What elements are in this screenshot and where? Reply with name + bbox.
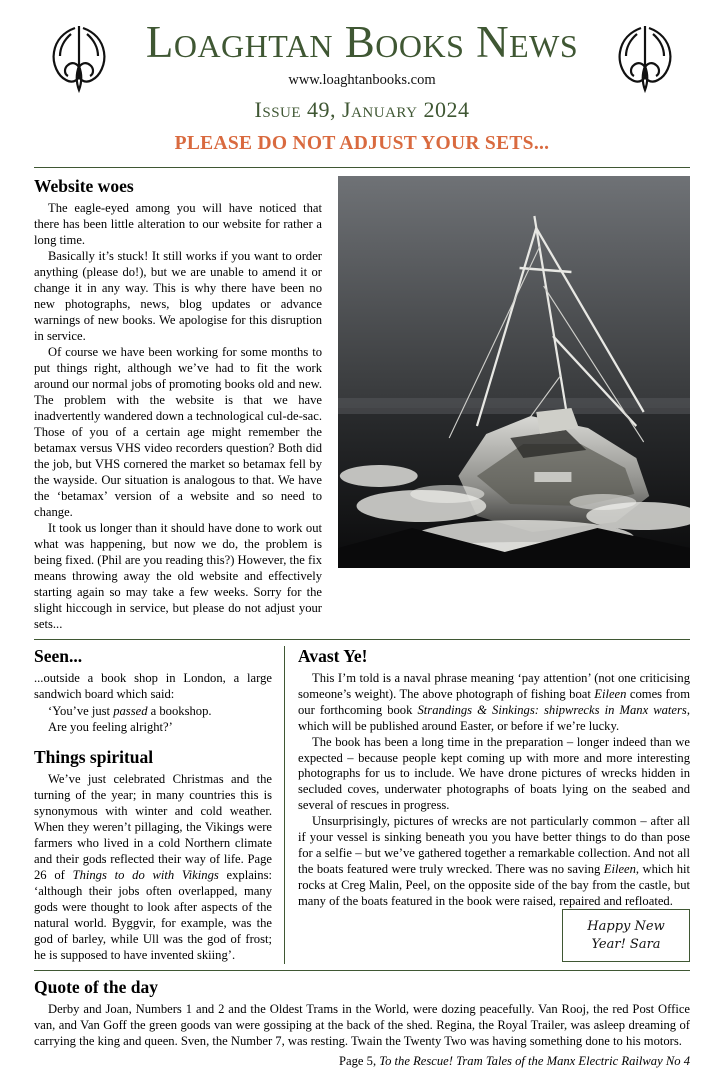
website-woes-article <box>34 176 322 633</box>
masthead-divider <box>34 167 690 168</box>
avast-ye-p1: This I’m told is a naval phrase meaning ‘pay attention’ (not one criticising someone’s weight). The above photograph of fishing boat Eileen comes from our forthcoming book Strandings & Sinkings: shipwrecks in Manx waters, which will be published around Easter, or before if we’re lucky. <box>298 670 690 733</box>
things-spiritual-heading: Things spiritual <box>34 747 154 768</box>
seen-p1: ...outside a book shop in London, a large sandwich board which said: <box>34 670 272 701</box>
seen-heading: Seen... <box>34 645 83 666</box>
ram-horns-icon <box>42 20 116 96</box>
photo-column <box>338 176 690 633</box>
bottom-divider <box>34 970 690 971</box>
website-woes-p2: Basically it’s stuck! It still works if you want to order anything (please do!), but we are unable to amend it or change it in any way. This is why there have been no new photographs, news, blog updates or advance warnings of new books. We apologise for this disruption in service. <box>34 248 322 343</box>
issue-line: Issue 49, January 2024 <box>254 97 470 122</box>
top-section <box>34 176 690 633</box>
signature-line-1: Happy New <box>587 918 665 934</box>
signature-box <box>562 909 690 962</box>
quote-of-the-day-section <box>34 977 690 1069</box>
fishing-boat-wreck-photo <box>338 176 690 568</box>
website-url[interactable]: www.loaghtanbooks.com <box>288 72 436 88</box>
strapline: PLEASE DO NOT ADJUST YOUR SETS... <box>174 133 550 154</box>
website-woes-p4: It took us longer than it should have done to work out what was happening, but now we do, the problem is being fixed. (Phil are you reading this?) However, the fix means throwing away the old website and effectively starting again so may take a few weeks. Sorry for the slight hiccough in service, but please do not adjust your sets... <box>34 520 323 631</box>
mid-divider-top <box>34 639 690 640</box>
avast-ye-heading: Avast Ye! <box>298 645 368 666</box>
ram-horns-icon <box>608 20 682 96</box>
seen-quote-line-1: ‘You’ve just passed a bookshop. <box>48 703 212 718</box>
quote-reference-page: Page 5, <box>339 1054 377 1069</box>
website-woes-heading: Website woes <box>34 176 134 196</box>
masthead <box>34 14 690 161</box>
quote-of-the-day-heading: Quote of the day <box>34 977 158 998</box>
page-title: Loaghtan Books News <box>145 17 579 67</box>
quote-reference-title: To the Rescue! Tram Tales of the Manx Electric Railway No 4 <box>379 1054 690 1069</box>
website-woes-p3: Of course we have been working for some months to put things right, although we’ve had to fit the work around our normal jobs of promoting books old and new. The problem with the website is that we have inadvertently wandered down a technological cul-de-sac. Those of you of a certain age might remember the betamax versus VHS video recorders question? Both did the job, but VHS cornered the market so betamax fell by the wayside. Our situation is analogous to that. We have the ‘betamax’ version of a website and so need to change. <box>34 344 322 519</box>
seen-quote-line-2: Are you feeling alright?’ <box>48 719 173 734</box>
avast-ye-p2: The book has been a long time in the preparation – longer indeed than we expected – because people kept coming up with more and more interesting photographs for us to include. We have drone pictures of wrecks hidden in secluded coves, underwater photographs of boats lying on the seabed and several of rescues in progress. <box>298 734 690 813</box>
website-woes-p1: The eagle-eyed among you will have noticed that there has been little alteration to our website for rather a long time. <box>34 201 322 247</box>
mid-section <box>34 646 690 965</box>
right-column <box>285 646 690 965</box>
quote-of-the-day-text: Derby and Joan, Numbers 1 and 2 and the Oldest Trams in the World, were dozing peacefully. Van Rooj, the red Post Office van, and Van Goff the green goods van were gossiping at the back of the shed. Regina, the Royal Trailer, was asleep dreaming of carrying the king and queen. Sven, the Number 7, was resting. Twain the Twenty Two was having something done to his motors. <box>34 1002 690 1049</box>
avast-ye-p3: Unsurprisingly, pictures of wrecks are not particularly common – after all if your vessel is sinking beneath you you have better things to do than pose for a selfie – but we’ve gathered together a remarkable collection. And not all the boats featured were truly wrecked. There was no saving Eileen, which hit rocks at Creg Malin, Peel, on the opposite side of the bay from the castle, but many of the boats featured in the book were raised, repaired and refloated. <box>298 814 690 909</box>
quote-of-the-day-reference <box>34 1054 690 1069</box>
signature-line-2: Year! Sara <box>591 936 661 952</box>
things-spiritual-p1: We’ve just celebrated Christmas and the turning of the year; in many countries this is synonymous with winter and cold weather. When they weren’t pillaging, the Vikings were farmers who lived in a cold Northern climate and their gods reflected their way of life. Page 26 of Things to do with Vikings explains: ‘although their jobs often overlapped, many gods were thought to look after aspects of the natural world. Byggvir, for example, was the god of barley, while Ull was the god of frost; he is supposed to have invented skiing’. <box>34 772 272 963</box>
left-column <box>34 646 284 965</box>
